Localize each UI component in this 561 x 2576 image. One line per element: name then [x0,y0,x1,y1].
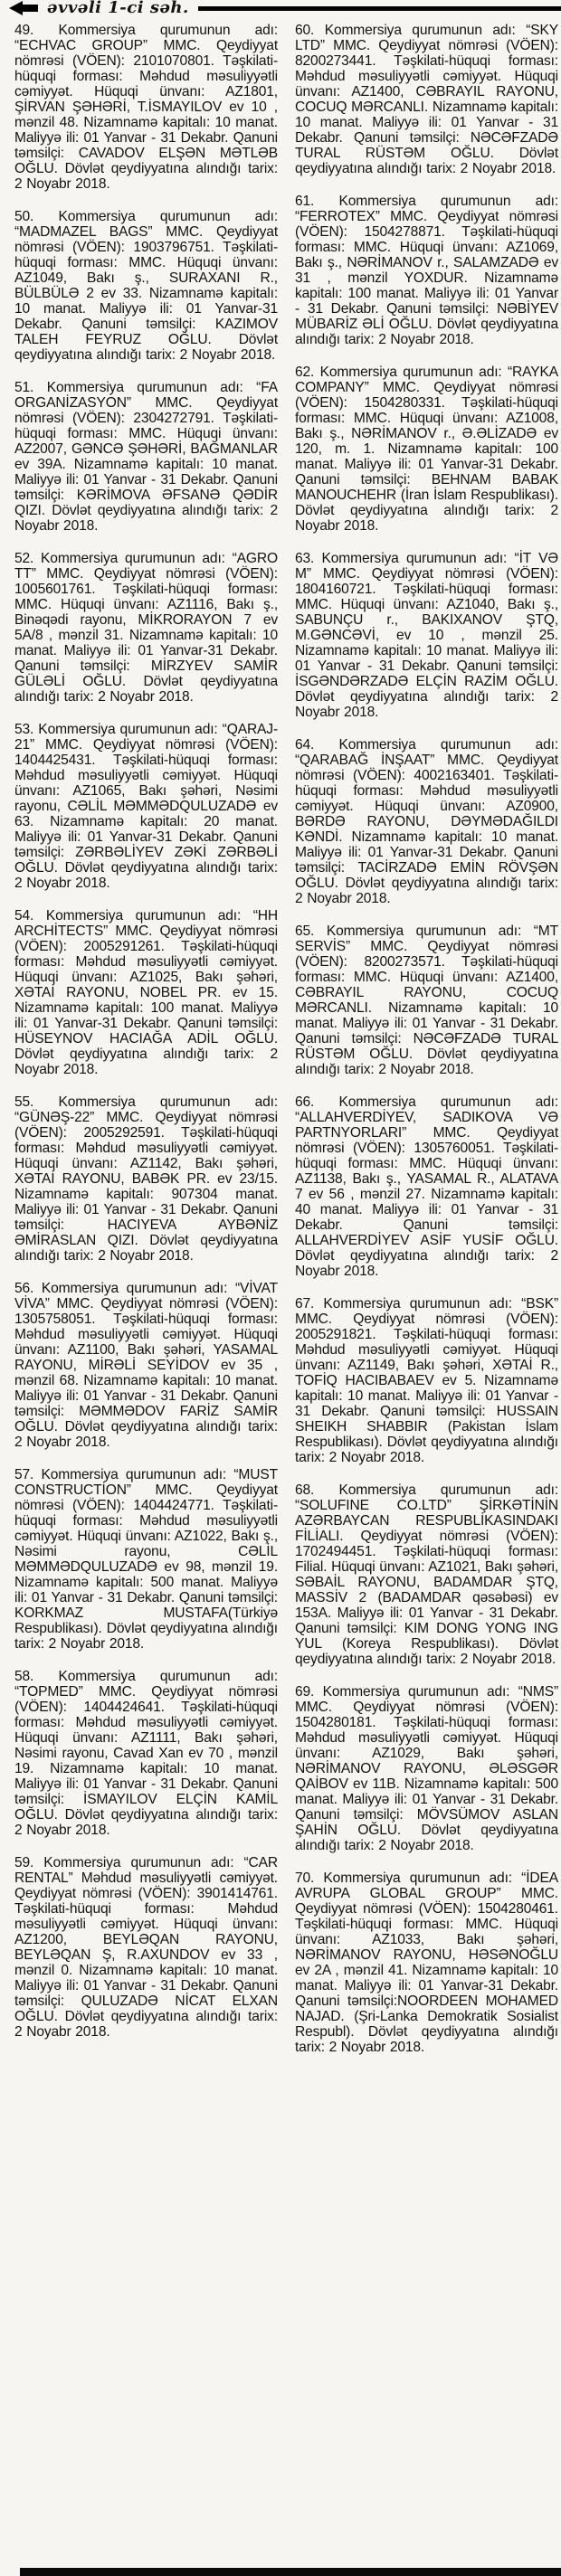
two-column-layout [0,18,561,2072]
registry-entry-65: 65. Kommersiya qurumunun adı: “MT SERVİS” MMC. Qeydiyyat nömrəsi (VÖEN): 8200273571. Təşkilati-hüquqi forması: MMC. Hüquqi ünvanı: AZ1400, CƏBRAYIL RAYONU, COCUQ MƏRCANLI. Nizamnamə kapitalı: 10 manat. Maliyyə ili: 01 Yanvar - 31 Dekabr. Qanuni təmsilçi: NƏCƏFZADƏ TURAL RÜSTƏM OĞLU. Dövlət qeydiyyatına alındığı tarix: 2 Noyabr 2018. [295,923,558,1077]
registry-entry-66: 66. Kommersiya qurumunun adı: “ALLAHVERDİYEV, SADIKOVA VƏ PARTNYORLARI” MMC. Qeydiyyat nömrəsi (VÖEN): 1305760051. Təşkilati-hüquqi forması: MMC. Hüquqi ünvanı: AZ1138, Bakı ş., YASAMAL R., ALATAVA 7 ev 56 , mənzil 27. Nizamnamə kapitalı: 40 manat. Maliyyə ili: 01 Yanvar - 31 Dekabr. Qanuni təmsilçi: ALLAHVERDİYEV ASİF YUSİF OĞLU. Dövlət qeydiyyatına alındığı tarix: 2 Noyabr 2018. [295,1094,558,1279]
left-column [14,23,278,2072]
left-arrow-icon [9,1,40,15]
section-divider-bar [20,2568,561,2576]
registry-entry-62: 62. Kommersiya qurumunun adı: “RAYKA COMPANY” MMC. Qeydiyyat nömrəsi (VÖEN): 1504280331. Təşkilati-hüquqi forması: MMC. Hüquqi ünvanı: AZ1008, Bakı ş., NƏRİMANOV r., Ə.ƏLİZADƏ ev 120, m. 1. Nizamnamə kapitalı: 100 manat. Maliyyə ili: 01 Yanvar-31 Dekabr. Qanuni təmsilçi: BEHNAM BABAK MANOUCHEHR (İran İslam Respublikası). Dövlət qeydiyyatına alındığı tarix: 2 Noyabr 2018. [295,365,558,534]
registry-entry-70: 70. Kommersiya qurumunun adı: “İDEA AVRUPA GLOBAL GROUP” MMC. Qeydiyyat nömrəsi (VÖEN): 1504280461. Təşkilati-hüquqi forması: MMC. Hüquqi ünvanı: AZ1033, Bakı şəhəri, NƏRİMANOV RAYONU, HƏSƏNOĞLU ev 2A , mənzil 41. Nizamnamə kapitalı: 10 manat. Maliyyə ili: 01 Yanvar-31 Dekabr. Qanuni təmsilçi:NOORDEEN MOHAMED NAJAD. (Şri-Lanka Demokratik Sosialist Respubl). Dövlət qeydiyyatına alındığı tarix: 2 Noyabr 2018. [295,1870,558,2055]
registry-entry-63: 63. Kommersiya qurumunun adı: “İT VƏ M” MMC. Qeydiyyat nömrəsi (VÖEN): 1804160721. Təşkilati-hüquqi forması: MMC. Hüquqi ünvanı: AZ1040, Bakı ş., SABUNÇU r., BAKIXANOV ŞTQ, M.GƏNCƏVİ, ev 10 , mənzil 25. Nizamnamə kapitalı: 10 manat. Maliyyə ili: 01 Yanvar - 31 Dekabr. Qanuni təmsilçi: İSGƏNDƏRZADƏ ELÇİN RAZİM OĞLU. Dövlət qeydiyyatına alındığı tarix: 2 Noyabr 2018. [295,551,558,720]
registry-entry-60: 60. Kommersiya qurumunun adı: “SKY LTD” MMC. Qeydiyyat nömrəsi (VÖEN): 8200273441. Təşkilati-hüquqi forması: Məhdud məsuliyyətli cəmiyyət. Hüquqi ünvanı: AZ1400, CƏBRAYIL RAYONU, COCUQ MƏRCANLI. Nizamnamə kapitalı: 10 manat. Maliyyə ili: 01 Yanvar - 31 Dekabr. Qanuni təmsilçi: NƏCƏFZADƏ TURAL RÜSTƏM OĞLU. Dövlət qeydiyyatına alındığı tarix: 2 Noyabr 2018. [295,23,558,176]
registry-entry-58: 58. Kommersiya qurumunun adı: “TOPMED” MMC. Qeydiyyat nömrəsi (VÖEN): 1404424641. Təşkilati-hüquqi forması: Məhdud məsuliyyətli cəmiyyət. Hüquqi ünvanı: AZ1111, Bakı şəhəri, Nəsimi rayonu, Cavad Xan ev 70 , mənzil 19. Nizamnamə kapitalı: 10 manat. Maliyyə ili: 01 Yanvar - 31 Dekabr. Qanuni təmsilçi: İSMAYILOV ELÇİN KAMİL OĞLU. Dövlət qeydiyyatına alındığı tarix: 2 Noyabr 2018. [14,1669,278,1838]
registry-entry-64: 64. Kommersiya qurumunun adı: “QARABAĞ İNŞAAT” MMC. Qeydiyyat nömrəsi (VÖEN): 4002163401. Təşkilati-hüquqi forması: Məhdud məsuliyyətli cəmiyyət. Hüquqi ünvanı: AZ0900, BƏRDƏ RAYONU, DƏYMƏDAĞILDI KƏNDİ. Nizamnamə kapitalı: 10 manat. Maliyyə ili: 01 Yanvar-31 Dekabr. Qanuni təmsilçi: TACİRZADƏ EMİN RÖVŞƏN OĞLU. Dövlət qeydiyyatına alındığı tarix: 2 Noyabr 2018. [295,737,558,906]
registry-entry-53: 53. Kommersiya qurumunun adı: “QARAJ-21” MMC. Qeydiyyat nömrəsi (VÖEN): 1404425431. Təşkilati-hüquqi forması: Məhdud məsuliyyətli cəmiyyət. Hüquqi ünvanı: AZ1065, Bakı şəhəri, Nəsimi rayonu, CƏLİL MƏMMƏDQULUZADƏ ev 63. Nizamnamə kapitalı: 20 manat. Maliyyə ili: 01 Yanvar-31 Dekabr. Qanuni təmsilçi: ZƏRBƏLİYEV ZƏKİ ZƏRBƏLİ OĞLU. Dövlət qeydiyyatına alındığı tarix: 2 Noyabr 2018. [14,722,278,891]
registry-entry-68: 68. Kommersiya qurumunun adı: “SOLUFINE CO.LTD” ŞİRKƏTİNİN AZƏRBAYCAN RESPUBLİKASINDAKI FİLİALI. Qeydiyyat nömrəsi (VÖEN): 1702494451. Təşkilati-hüquqi forması: Filial. Hüquqi ünvanı: AZ1021, Bakı şəhəri, SƏBAİL RAYONU, BADAMDAR ŞTQ, MASSİV 2 (BADAMDAR qəsəbəsi) ev 153A. Maliyyə ili: 01 Yanvar - 31 Dekabr. Qanuni təmsilçi: KIM DONG YONG ING YUL (Koreya Respublikası). Dövlət qeydiyyatına alındığı tarix: 2 Noyabr 2018. [295,1482,558,1667]
header-rule [198,6,561,11]
registry-entry-52: 52. Kommersiya qurumunun adı: “AGRO TT” MMC. Qeydiyyat nömrəsi (VÖEN): 1005601761. Təşkilati-hüquqi forması: MMC. Hüquqi ünvanı: AZ1116, Bakı ş., Binəqədi rayonu, MİKRORAYON 7 ev 5A/8 , mənzil 31. Nizamnamə kapitalı: 10 manat. Maliyyə ili: 01 Yanvar-31 Dekabr. Qanuni təmsilçi: MİRZYEV SAMİR GÜLƏLİ OĞLU. Dövlət qeydiyyatına alındığı tarix: 2 Noyabr 2018. [14,551,278,705]
registry-entry-55: 55. Kommersiya qurumunun adı: “GÜNƏŞ-22” MMC. Qeydiyyat nömrəsi (VÖEN): 2005292591. Təşkilati-hüquqi forması: Məhdud məsuliyyətli cəmiyyət. Hüquqi ünvanı: AZ1142, Bakı şəhəri, XƏTAİ RAYONU, BABƏK PR. ev 23/15. Nizamnamə kapitalı: 907304 manat. Maliyyə ili: 01 Yanvar - 31 Dekabr. Qanuni təmsilçi: HACIYEVA AYBƏNİZ ƏMİRASLAN QIZI. Dövlət qeydiyyatına alındığı tarix: 2 Noyabr 2018. [14,1094,278,1264]
registry-entry-49: 49. Kommersiya qurumunun adı: “ECHVAC GROUP” MMC. Qeydiyyat nömrəsi (VÖEN): 2101070801. Təşkilati-hüquqi forması: Məhdud məsuliyyətli cəmiyyət. Hüquqi ünvanı: AZ1801, ŞİRVAN ŞƏHƏRİ, T.İSMAYILOV ev 10 , mənzil 48. Nizamnamə kapitalı: 10 manat. Maliyyə ili: 01 Yanvar - 31 Dekabr. Qanuni təmsilçi: CAVADOV ELŞƏN MƏTLƏB OĞLU. Dövlət qeydiyyatına alındığı tarix: 2 Noyabr 2018. [14,23,278,192]
registry-entry-56: 56. Kommersiya qurumunun adı: “VİVAT VİVA” MMC. Qeydiyyat nömrəsi (VÖEN): 1305758051. Təşkilati-hüquqi forması: Məhdud məsuliyyətli cəmiyyət. Hüquqi ünvanı: AZ1100, Bakı şəhəri, YASAMAL RAYONU, MİRƏLİ SEYİDOV ev 35 , mənzil 68. Nizamnamə kapitalı: 10 manat. Maliyyə ili: 01 Yanvar - 31 Dekabr. Qanuni təmsilçi: MƏMMƏDOV FARİZ SAMİR OĞLU. Dövlət qeydiyyatına alındığı tarix: 2 Noyabr 2018. [14,1281,278,1450]
registry-entry-61: 61. Kommersiya qurumunun adı: “FERROTEX” MMC. Qeydiyyat nömrəsi (VÖEN): 1504278871. Təşkilati-hüquqi forması: MMC. Hüquqi ünvanı: AZ1069, Bakı ş., NƏRİMANOV r., SALAMZADƏ ev 31 , mənzil YOXDUR. Nizamnamə kapitalı: 100 manat. Maliyyə ili: 01 Yanvar - 31 Dekabr. Qanuni təmsilçi: NƏBİYEV MÜBARİZ ƏLİ OĞLU. Dövlət qeydiyyatına alındığı tarix: 2 Noyabr 2018. [295,194,558,347]
continuation-note: əvvəli 1-ci səh. [47,0,189,17]
registry-entry-50: 50. Kommersiya qurumunun adı: “MADMAZEL BAGS” MMC. Qeydiyyat nömrəsi (VÖEN): 1903796751. Təşkilati-hüquqi forması: MMC. Hüquqi ünvanı: AZ1049, Bakı ş., SURAXANI R., BÜLBÜLƏ 2 ev 33. Nizamnamə kapitalı: 10 manat. Maliyyə ili: 01 Yanvar-31 Dekabr. Qanuni təmsilçi: KAZIMOV TALEH FEYRUZ OĞLU. Dövlət qeydiyyatına alındığı tarix: 2 Noyabr 2018. [14,209,278,363]
right-column [295,23,558,2072]
continuation-header [0,0,561,18]
registry-entry-67: 67. Kommersiya qurumunun adı: “BSK” MMC. Qeydiyyat nömrəsi (VÖEN): 2005291821. Təşkilati-hüquqi forması: Məhdud məsuliyyətli cəmiyyət. Hüquqi ünvanı: AZ1149, Bakı şəhəri, XƏTAİ R., TOFİQ HACIBABAEV ev 5. Nizamnamə kapitalı: 10 manat. Maliyyə ili: 01 Yanvar - 31 Dekabr. Qanuni təmsilçi: HUSSAIN SHEIKH SHABBIR (Pakistan İslam Respublikası). Dövlət qeydiyyatına alındığı tarix: 2 Noyabr 2018. [295,1296,558,1465]
registry-entry-69: 69. Kommersiya qurumunun adı: “NMS” MMC. Qeydiyyat nömrəsi (VÖEN): 1504280181. Təşkilati-hüquqi forması: Məhdud məsuliyyətli cəmiyyət. Hüquqi ünvanı: AZ1029, Bakı şəhəri, NƏRİMANOV RAYONU, ƏLƏSGƏR QAİBOV ev 11B. Nizamnamə kapitalı: 500 manat. Maliyyə ili: 01 Yanvar - 31 Dekabr. Qanuni təmsilçi: MÖVSÜMOV ASLAN ŞAHİN OĞLU. Dövlət qeydiyyatına alındığı tarix: 2 Noyabr 2018. [295,1684,558,1853]
registry-entry-54: 54. Kommersiya qurumunun adı: “HH ARCHİTECTS” MMC. Qeydiyyat nömrəsi (VÖEN): 2005291261. Təşkilati-hüquqi forması: Məhdud məsuliyyətli cəmiyyət. Hüquqi ünvanı: AZ1025, Bakı şəhəri, XƏTAİ RAYONU, NOBEL PR. ev 15. Nizamnamə kapitalı: 100 manat. Maliyyə ili: 01 Yanvar-31 Dekabr. Qanuni təmsilçi: HÜSEYNOV HACIAĞA ADİL OĞLU. Dövlət qeydiyyatına alındığı tarix: 2 Noyabr 2018. [14,908,278,1077]
registry-entry-51: 51. Kommersiya qurumunun adı: “FA ORGANİZASYON” MMC. Qeydiyyat nömrəsi (VÖEN): 2304272791. Təşkilati-hüquqi forması: MMC. Hüquqi ünvanı: AZ2007, GƏNCƏ ŞƏHƏRİ, BAĞMANLAR ev 39A. Nizamnamə kapitalı: 10 manat. Maliyyə ili: 01 Yanvar - 31 Dekabr. Qanuni təmsilçi: KƏRİMOVA ƏFSANƏ QƏDİR QIZI. Dövlət qeydiyyatına alındığı tarix: 2 Noyabr 2018. [14,380,278,534]
registry-entry-59: 59. Kommersiya qurumunun adı: “CAR RENTAL” Məhdud məsuliyyətli cəmiyyət. Qeydiyyat nömrəsi (VÖEN): 3901414761. Təşkilati-hüquqi forması: Məhdud məsuliyyətli cəmiyyət. Hüquqi ünvanı: AZ1200, BEYLƏQAN RAYONU, BEYLƏQAN Ş, R.AXUNDOV ev 33 , mənzil 0. Nizamnamə kapitalı: 10 manat. Maliyyə ili: 01 Yanvar - 31 Dekabr. Qanuni təmsilçi: QULUZADƏ NİCAT ELXAN OĞLU. Dövlət qeydiyyatına alındığı tarix: 2 Noyabr 2018. [14,1855,278,2040]
registry-entry-57: 57. Kommersiya qurumunun adı: “MUST CONSTRUCTİON” MMC. Qeydiyyat nömrəsi (VÖEN): 1404424771. Təşkilati-hüquqi forması: Məhdud məsuliyyətli cəmiyyət. Hüquqi ünvanı: AZ1022, Bakı ş., Nəsimi rayonu, CƏLİL MƏMMƏDQULUZADƏ ev 98, mənzil 19. Nizamnamə kapitalı: 500 manat. Maliyyə ili: 01 Yanvar - 31 Dekabr. Qanuni təmsilçi: KORKMAZ MUSTAFA(Türkiyə Respublikası). Dövlət qeydiyyatına alındığı tarix: 2 Noyabr 2018. [14,1467,278,1652]
